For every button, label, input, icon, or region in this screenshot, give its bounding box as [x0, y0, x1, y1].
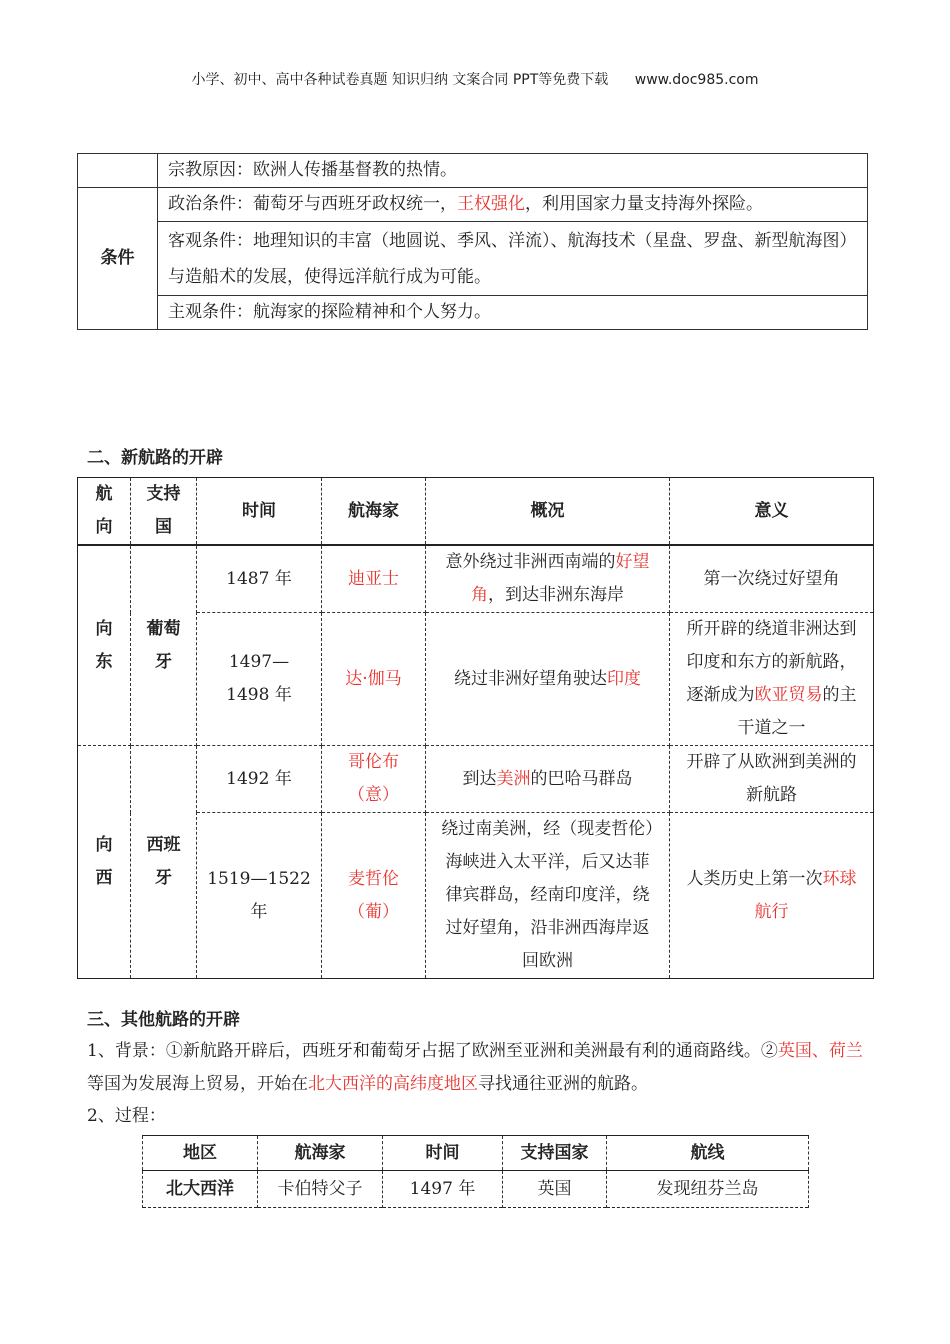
time-cell: 1497—1498 年: [197, 613, 322, 746]
country-portugal: 葡萄牙: [131, 545, 197, 746]
time-cell: 1492 年: [197, 746, 322, 813]
time-cell: 1519—1522 年: [197, 813, 322, 979]
significance-cell: 所开辟的绕道非洲达到印度和东方的新航路，逐渐成为欧亚贸易的主干道之一: [670, 613, 874, 746]
condition-row: 政治条件：葡萄牙与西班牙政权统一，王权强化，利用国家力量支持海外探险。: [158, 188, 868, 222]
section3-title: 三、其他航路的开辟: [87, 1010, 240, 1030]
overview-cell: 意外绕过非洲西南端的好望角，到达非洲东海岸: [426, 545, 670, 613]
navigator-cell: 麦哲伦（葡）: [322, 813, 426, 979]
background-paragraph: 1、背景：①新航路开辟后，西班牙和葡萄牙占据了欧洲至亚洲和美洲最有利的通商路线。②英国、荷兰等国为发展海上贸易，开始在北大西洋的高纬度地区寻找通往亚洲的航路。: [87, 1041, 863, 1094]
header-time: 时间: [383, 1136, 503, 1171]
navigator-cell: 迪亚士: [322, 545, 426, 613]
conditions-label: 条件: [78, 188, 158, 330]
route-cell: 发现纽芬兰岛: [607, 1171, 809, 1208]
direction-west: 向西: [78, 746, 131, 979]
process-label: 2、过程：: [87, 1106, 166, 1126]
navigator-cell: 卡伯特父子: [258, 1171, 383, 1208]
overview-cell: 绕过南美洲，经（现麦哲伦）海峡进入太平洋，后又达菲律宾群岛，经南印度洋，绕过好望角，沿非洲西海岸返回欧洲: [426, 813, 670, 979]
header-time: 时间: [197, 478, 322, 546]
country-spain: 西班牙: [131, 746, 197, 979]
condition-row: 主观条件：航海家的探险精神和个人努力。: [158, 296, 868, 330]
overview-cell: 绕过非洲好望角驶达印度: [426, 613, 670, 746]
country-cell: 英国: [503, 1171, 607, 1208]
header-navigator: 航海家: [258, 1136, 383, 1171]
significance-cell: 第一次绕过好望角: [670, 545, 874, 613]
section2-title: 二、新航路的开辟: [87, 448, 223, 468]
header-country: 支持国家: [503, 1136, 607, 1171]
other-routes-table: [142, 1135, 809, 1208]
region-cell: 北大西洋: [143, 1171, 258, 1208]
time-cell: 1497 年: [383, 1171, 503, 1208]
page-header: [0, 69, 950, 89]
header-country: 支持国: [131, 478, 197, 546]
header-url[interactable]: www.doc985.com: [634, 72, 759, 88]
overview-cell: 到达美洲的巴哈马群岛: [426, 746, 670, 813]
significance-cell: 人类历史上第一次环球航行: [670, 813, 874, 979]
header-significance: 意义: [670, 478, 874, 546]
time-cell: 1487 年: [197, 545, 322, 613]
header-overview: 概况: [426, 478, 670, 546]
conditions-table: [77, 153, 868, 330]
header-navigator: 航海家: [322, 478, 426, 546]
header-direction: 航向: [78, 478, 131, 546]
header-text: 小学、初中、高中各种试卷真题 知识归纳 文案合同 PPT等免费下载: [191, 72, 609, 88]
condition-row: 客观条件：地理知识的丰富（地圆说、季风、洋流）、航海技术（星盘、罗盘、新型航海图）与造船术的发展，使得远洋航行成为可能。: [158, 222, 868, 296]
significance-cell: 开辟了从欧洲到美洲的新航路: [670, 746, 874, 813]
condition-row: 宗教原因：欧洲人传播基督教的热情。: [158, 154, 868, 188]
navigator-cell: 达·伽马: [322, 613, 426, 746]
header-region: 地区: [143, 1136, 258, 1171]
blank-cell: [78, 154, 158, 188]
new-routes-table: [77, 477, 874, 979]
direction-east: 向东: [78, 545, 131, 746]
navigator-cell: 哥伦布（意）: [322, 746, 426, 813]
header-route: 航线: [607, 1136, 809, 1171]
